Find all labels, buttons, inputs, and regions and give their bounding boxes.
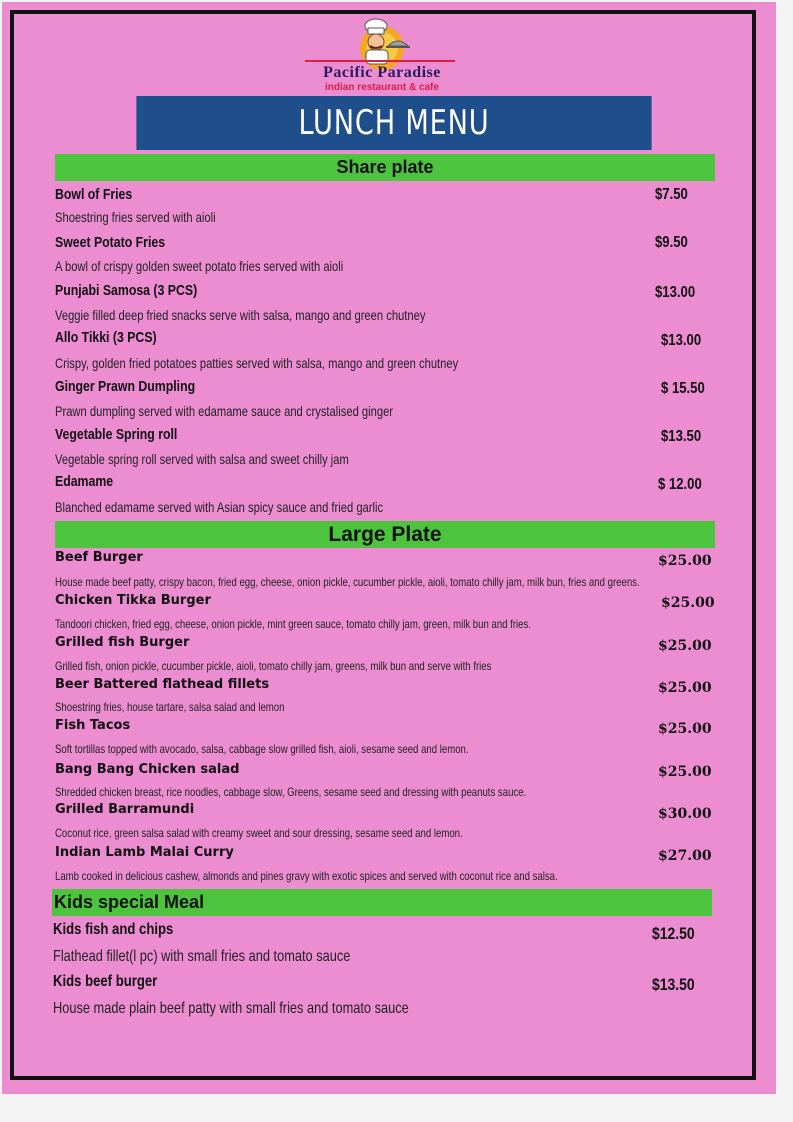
menu-item-desc: House made plain beef patty with small fries and tomato sauce (53, 1000, 409, 1017)
menu-item-price: $9.50 (655, 234, 688, 251)
brand-tagline: indian restaurant & cafe (325, 82, 439, 93)
menu-item-price: $27.00 (658, 848, 712, 864)
menu-item-price: $25.00 (658, 680, 712, 696)
menu-item-name: Bowl of Fries (55, 186, 133, 203)
menu-item-price: $12.50 (652, 924, 695, 943)
menu-item-name: Edamame (55, 473, 114, 490)
brand-name: Pacific Paradise (323, 64, 441, 81)
menu-item-name: Grilled fish Burger (55, 635, 190, 650)
menu-item-name: Beer Battered flathead fillets (55, 677, 270, 692)
menu-item-price: $25.00 (658, 638, 712, 654)
menu-item-desc: Soft tortillas topped with avocado, salsa, cabbage slow grilled fish, aioli, sesame seed and lemon. (55, 742, 469, 756)
menu-item-price: $25.00 (658, 721, 712, 737)
menu-item-price: $13.50 (661, 428, 702, 445)
menu-item-name: Vegetable Spring roll (55, 426, 178, 443)
menu-item-name: Allo Tikki (3 PCS) (55, 329, 157, 346)
menu-item-desc: Crispy, golden fried potatoes patties served with salsa, mango and green chutney (55, 355, 459, 371)
menu-item-desc: A bowl of crispy golden sweet potato fries served with aioli (55, 258, 344, 274)
menu-item-price: $13.50 (652, 975, 695, 994)
menu-item-name: Sweet Potato Fries (55, 234, 166, 251)
menu-item-desc: Tandoori chicken, fried egg, cheese, onion pickle, mint green sauce, tomato chilly jam, green, milk bun and fries. (55, 617, 531, 631)
menu-item-price: $13.00 (655, 284, 696, 301)
page-title: LUNCH MENU (136, 96, 651, 150)
menu-item-desc: Prawn dumpling served with edamame sauce and crystalised ginger (55, 403, 394, 419)
menu-item-price: $25.00 (658, 553, 712, 569)
menu-item-desc: Lamb cooked in delicious cashew, almonds and pines gravy with exotic spices and served with coconut rice and salsa. (55, 869, 558, 883)
menu-item-desc: Shoestring fries served with aioli (55, 209, 216, 225)
menu-item-desc: Grilled fish, onion pickle, cucumber pickle, aioli, tomato chilly jam, greens, milk bun and serve with fries (55, 659, 492, 673)
menu-item-desc: Shredded chicken breast, rice noodles, cabbage slow, Greens, sesame seed and dressing with peanuts sauce. (55, 785, 527, 799)
menu-item-name: Ginger Prawn Dumpling (55, 378, 196, 395)
menu-item-price: $13.00 (661, 332, 702, 349)
menu-item-name: Punjabi Samosa (3 PCS) (55, 282, 198, 299)
menu-item-price: $7.50 (655, 186, 688, 203)
menu-item-price: $ 12.00 (658, 476, 702, 493)
menu-item-name: Bang Bang Chicken salad (55, 762, 240, 777)
menu-item-name: Grilled Barramundi (55, 802, 195, 817)
menu-item-price: $25.00 (658, 764, 712, 780)
logo-underline (305, 60, 455, 62)
section-heading-large-plate: Large Plate (55, 521, 715, 548)
menu-item-desc: Veggie filled deep fried snacks serve with salsa, mango and green chutney (55, 307, 426, 323)
menu-item-desc: Flathead fillet(l pc) with small fries and tomato sauce (53, 948, 351, 965)
menu-item-price: $25.00 (661, 595, 715, 611)
section-heading-share-plate: Share plate (55, 154, 715, 181)
menu-item-name: Chicken Tikka Burger (55, 593, 211, 608)
menu-item-desc: Vegetable spring roll served with salsa and sweet chilly jam (55, 451, 349, 467)
menu-item-name: Indian Lamb Malai Curry (55, 845, 234, 860)
menu-item-desc: Blanched edamame served with Asian spicy sauce and fried garlic (55, 499, 384, 515)
menu-item-name: Kids fish and chips (53, 921, 174, 938)
menu-item-name: Kids beef burger (53, 973, 158, 990)
menu-item-desc: Coconut rice, green salsa salad with creamy sweet and sour dressing, sesame seed and lemon. (55, 826, 463, 840)
menu-item-desc: House made beef patty, crispy bacon, fried egg, cheese, onion pickle, cucumber pickle, aioli, tomato chilly jam, milk bun, fries and greens. (55, 575, 640, 589)
menu-item-price: $ 15.50 (661, 380, 705, 397)
menu-item-name: Fish Tacos (55, 718, 131, 733)
menu-item-price: $30.00 (658, 806, 712, 822)
menu-item-name: Beef Burger (55, 550, 143, 565)
section-heading-kids-meal: Kids special Meal (52, 889, 712, 916)
menu-item-desc: Shoestring fries, house tartare, salsa salad and lemon (55, 700, 285, 714)
